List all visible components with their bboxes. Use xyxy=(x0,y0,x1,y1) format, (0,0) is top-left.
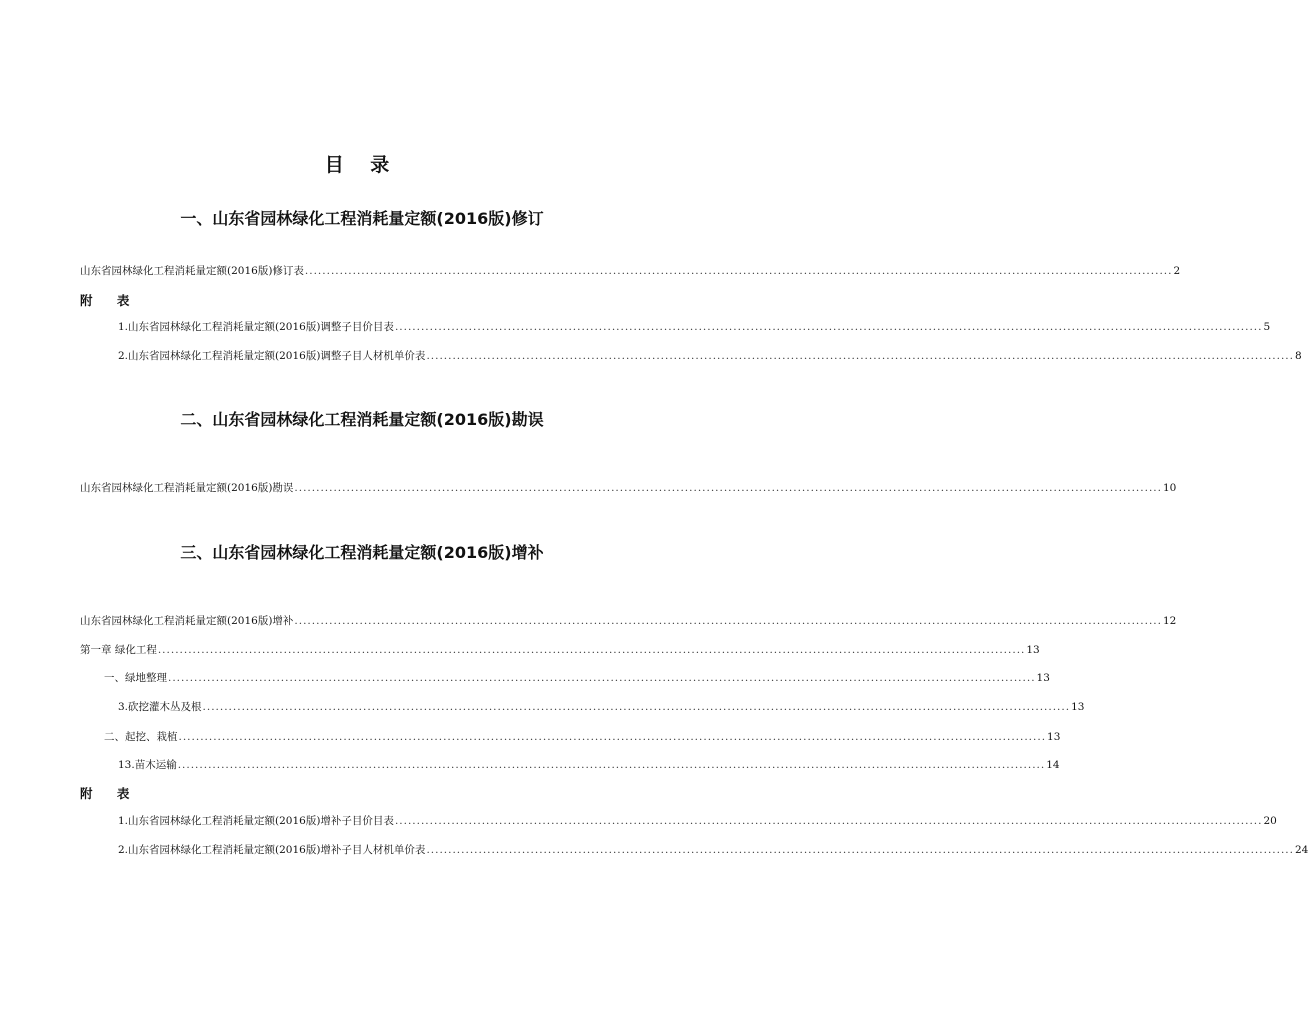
toc-entry-title: 第一章 绿化工程 xyxy=(80,644,157,656)
toc-entry-page: 20 xyxy=(1263,815,1277,827)
section-heading-supplement: 三、山东省园林绿化工程消耗量定额(2016版)增补 xyxy=(180,543,544,562)
toc-entry-title: 一、绿地整理 xyxy=(104,672,167,684)
toc-entry-title: 13.苗木运输 xyxy=(118,759,177,771)
toc-entry[interactable] xyxy=(118,320,1271,334)
toc-entry[interactable] xyxy=(118,814,1277,828)
toc-entry-page: 14 xyxy=(1046,759,1060,771)
dot-leader: ........................................................................................................................................................................................................ xyxy=(304,265,1173,277)
dot-leader: ........................................................................................................................................................................................................ xyxy=(177,759,1046,771)
dot-leader: ........................................................................................................................................................................................................ xyxy=(294,482,1162,494)
toc-entry-page: 5 xyxy=(1263,321,1271,333)
toc-entry[interactable] xyxy=(80,481,1177,495)
toc-entry-page: 13 xyxy=(1047,731,1061,743)
toc-entry[interactable] xyxy=(118,843,1308,857)
toc-entry[interactable] xyxy=(118,758,1060,772)
toc-entry-page: 12 xyxy=(1162,615,1177,627)
toc-entry-title: 1.山东省园林绿化工程消耗量定额(2016版)调整子目价目表 xyxy=(118,321,394,333)
dot-leader: ........................................................................................................................................................................................................ xyxy=(178,731,1047,743)
toc-entry-page: 13 xyxy=(1036,672,1050,684)
page-title: 目 录 xyxy=(324,154,400,176)
toc-entry-title: 山东省园林绿化工程消耗量定额(2016版)勘误 xyxy=(80,482,294,494)
dot-leader: ........................................................................................................................................................................................................ xyxy=(168,672,1036,684)
appendix-label: 附 表 xyxy=(80,786,140,801)
toc-entry-title: 山东省园林绿化工程消耗量定额(2016版)增补 xyxy=(80,615,294,627)
toc-entry[interactable] xyxy=(118,349,1302,363)
toc-entry[interactable] xyxy=(104,671,1050,685)
dot-leader: ........................................................................................................................................................................................................ xyxy=(426,350,1294,362)
toc-entry-title: 2.山东省园林绿化工程消耗量定额(2016版)增补子目人材机单价表 xyxy=(118,844,426,856)
toc-entry-page: 13 xyxy=(1026,644,1040,656)
dot-leader: ........................................................................................................................................................................................................ xyxy=(426,844,1294,856)
section-heading-errata: 二、山东省园林绿化工程消耗量定额(2016版)勘误 xyxy=(180,410,544,429)
toc-entry-title: 二、起挖、栽植 xyxy=(104,731,178,743)
toc-entry-page: 10 xyxy=(1162,482,1177,494)
appendix-label: 附 表 xyxy=(80,293,140,308)
toc-entry-title: 2.山东省园林绿化工程消耗量定额(2016版)调整子目人材机单价表 xyxy=(118,350,426,362)
dot-leader: ........................................................................................................................................................................................................ xyxy=(394,815,1263,827)
dot-leader: ........................................................................................................................................................................................................ xyxy=(294,615,1162,627)
dot-leader: ........................................................................................................................................................................................................ xyxy=(202,701,1071,713)
dot-leader: ........................................................................................................................................................................................................ xyxy=(157,644,1026,656)
toc-entry-page: 8 xyxy=(1294,350,1302,362)
dot-leader: ........................................................................................................................................................................................................ xyxy=(394,321,1263,333)
toc-entry[interactable] xyxy=(80,614,1177,628)
toc-entry[interactable] xyxy=(104,730,1061,744)
section-heading-revision: 一、山东省园林绿化工程消耗量定额(2016版)修订 xyxy=(180,209,544,228)
toc-entry-title: 山东省园林绿化工程消耗量定额(2016版)修订表 xyxy=(80,265,304,277)
toc-entry-title: 3.砍挖灌木丛及根 xyxy=(118,701,202,713)
toc-entry-page: 13 xyxy=(1071,701,1085,713)
toc-entry-page: 2 xyxy=(1173,265,1181,277)
toc-entry[interactable] xyxy=(80,264,1181,278)
toc-entry[interactable] xyxy=(80,643,1040,657)
toc-entry[interactable] xyxy=(118,700,1085,714)
toc-entry-page: 24 xyxy=(1294,844,1308,856)
toc-entry-title: 1.山东省园林绿化工程消耗量定额(2016版)增补子目价目表 xyxy=(118,815,394,827)
